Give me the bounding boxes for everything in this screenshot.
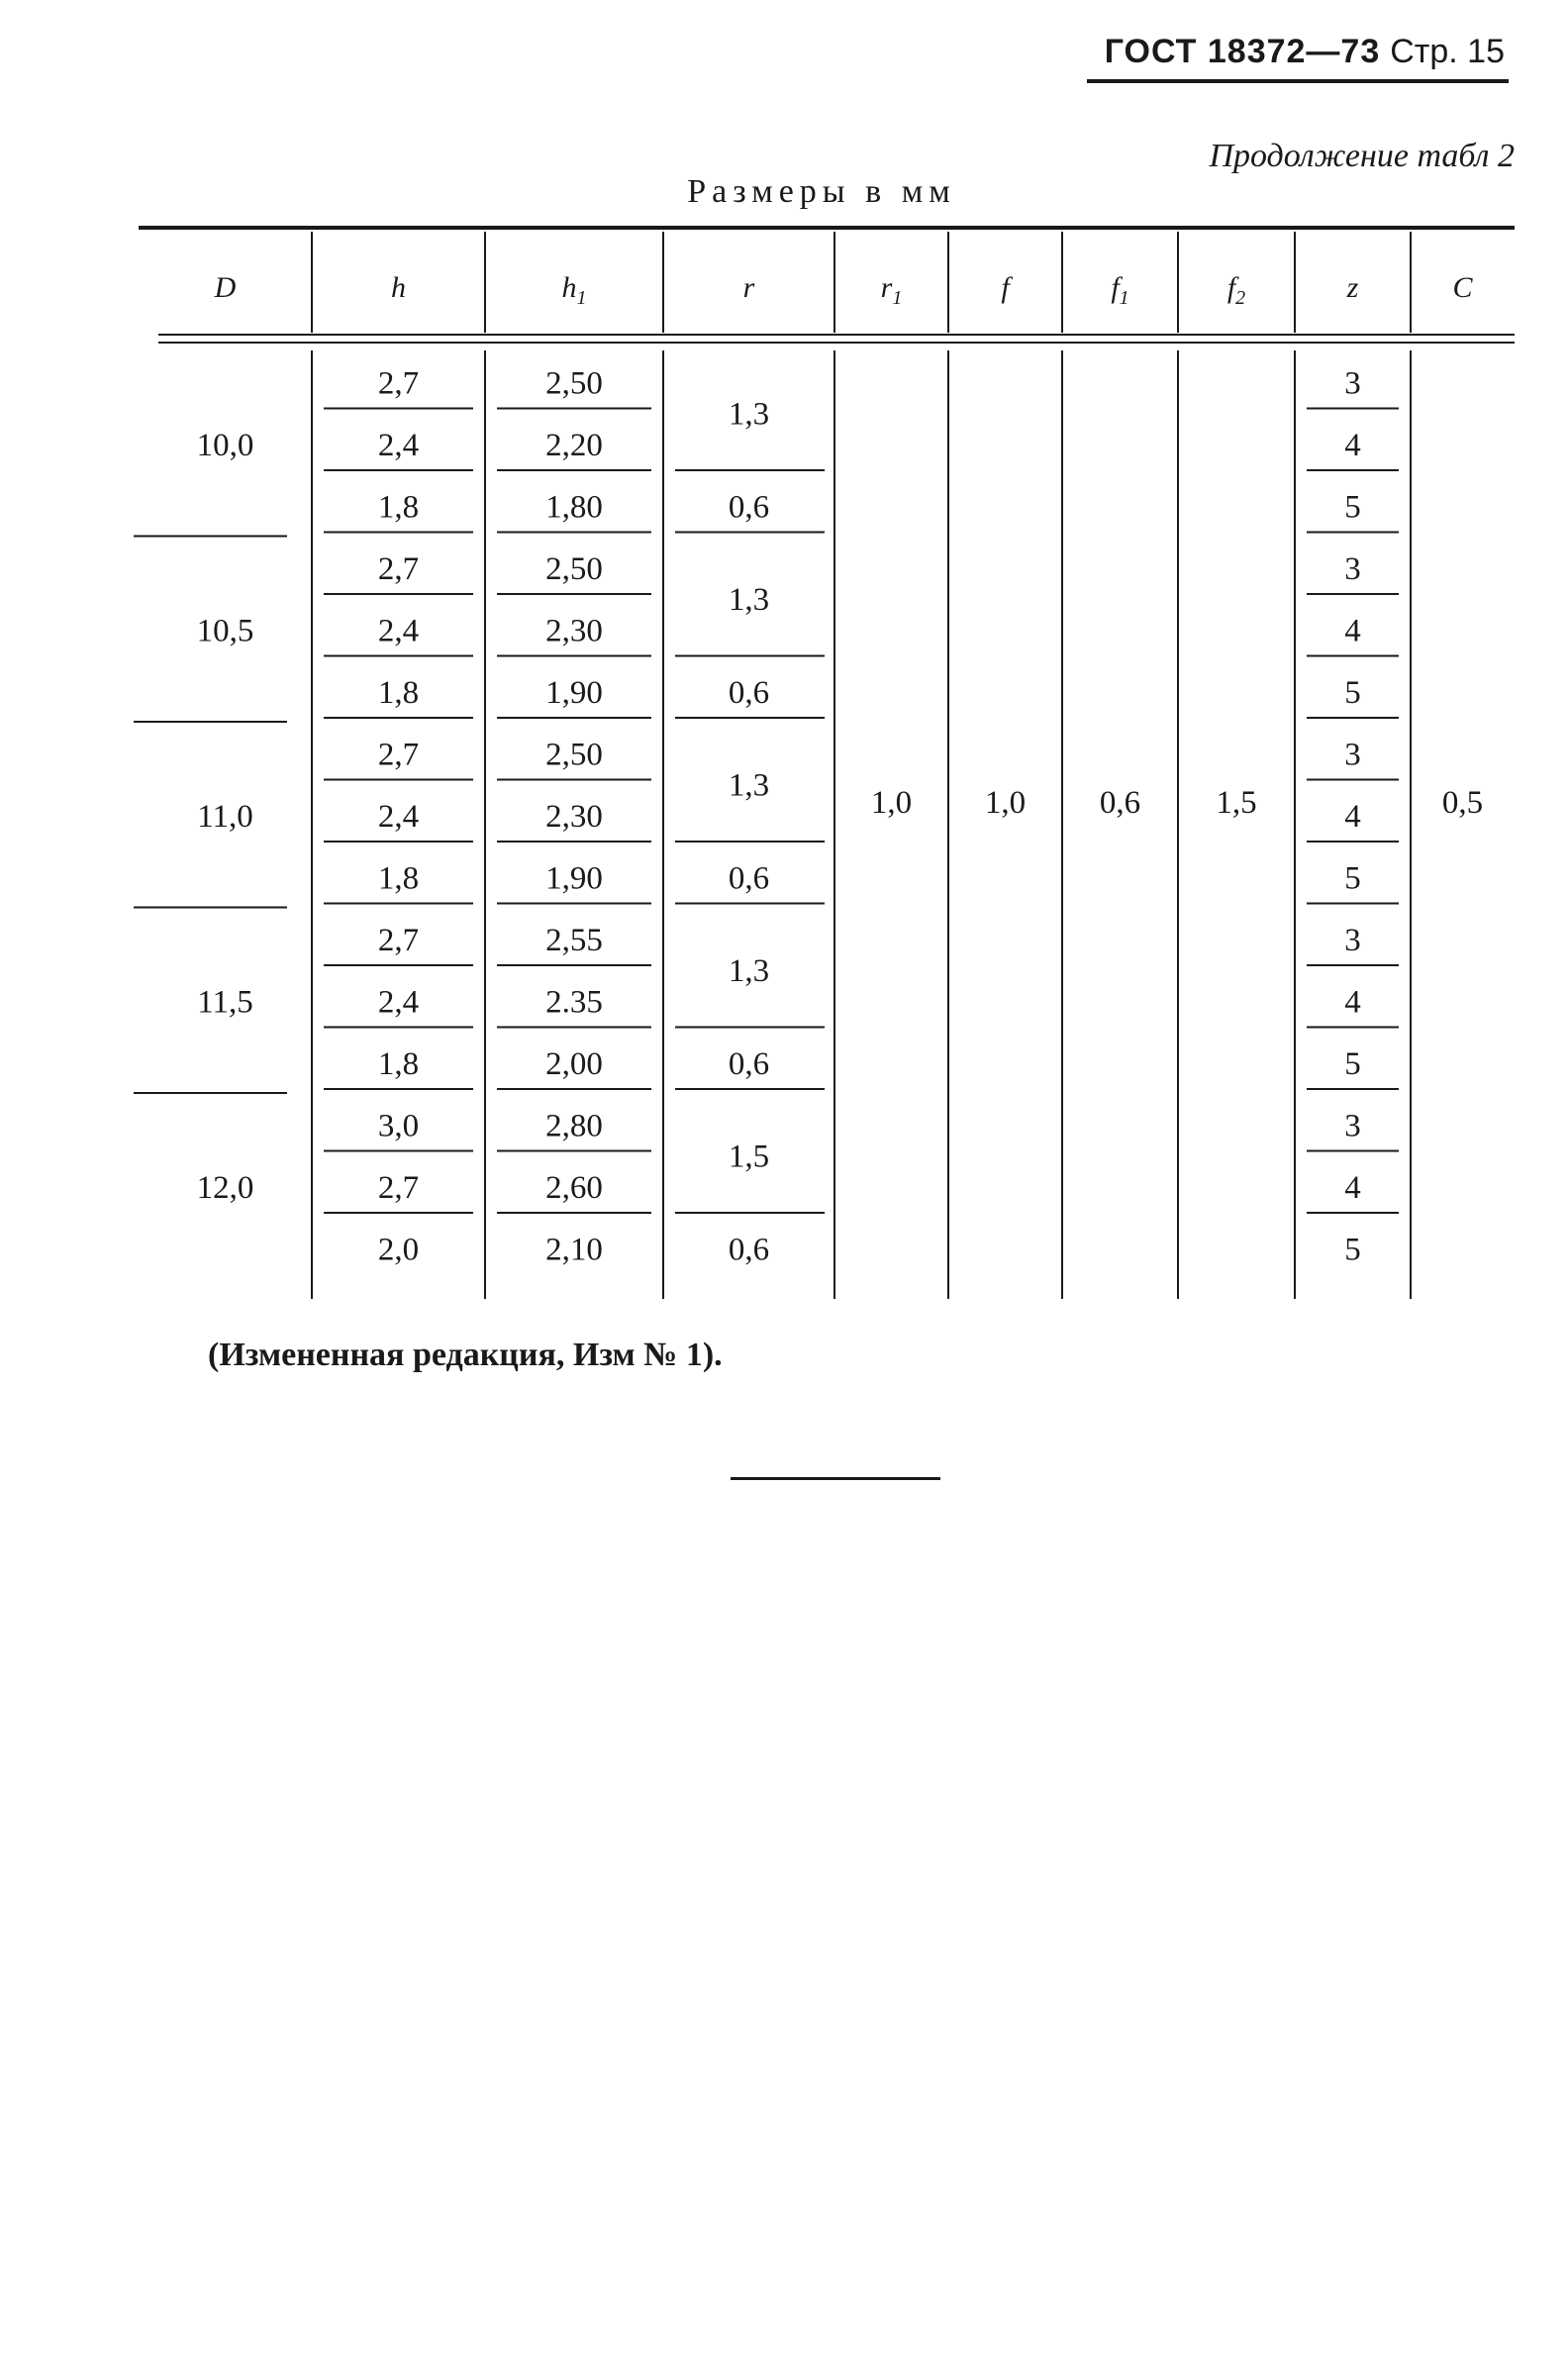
cell-d: 10,5 — [196, 613, 254, 649]
cell-h1: 2.35 — [545, 984, 603, 1021]
cell-z: 5 — [1344, 489, 1361, 526]
cell-z: 3 — [1344, 737, 1361, 773]
cell-d: 11,5 — [197, 984, 253, 1021]
cell-h: 1,8 — [377, 1045, 420, 1082]
cell-h: 2,4 — [377, 427, 420, 463]
cell-h: 2,7 — [377, 737, 420, 773]
cell-h1: 2,55 — [545, 922, 603, 958]
standard-number: ГОСТ 18372—73 — [1104, 33, 1381, 70]
cell-h1: 2,10 — [545, 1232, 603, 1268]
amendment-note: (Измененная редакция, Изм № 1). — [208, 1337, 723, 1373]
cell-h: 2,4 — [377, 798, 420, 835]
cell-c: 0,5 — [1441, 785, 1484, 821]
table-continuation-label: Продолжение табл 2 — [1209, 138, 1515, 174]
column-header-r: r — [742, 271, 755, 304]
column-header-z: z — [1346, 271, 1359, 304]
column-header-f: f — [1001, 271, 1010, 304]
cell-r: 0,6 — [728, 489, 770, 526]
cell-r: 1,3 — [728, 396, 770, 433]
cell-r: 1,3 — [728, 767, 770, 804]
cell-h: 2,7 — [377, 365, 420, 402]
cell-f1: 0,6 — [1099, 785, 1141, 821]
cell-z: 5 — [1344, 860, 1361, 897]
cell-z: 3 — [1344, 365, 1361, 402]
units-caption: Размеры в мм — [687, 173, 956, 210]
cell-z: 4 — [1344, 613, 1361, 649]
cell-h1: 1,90 — [545, 860, 603, 897]
cell-d: 12,0 — [196, 1169, 254, 1206]
cell-r: 1,3 — [728, 582, 770, 618]
cell-z: 4 — [1344, 427, 1361, 463]
column-header-f2: $f_2$ — [1226, 271, 1246, 309]
cell-h: 2,4 — [377, 984, 420, 1021]
column-header-h1: $h_1$ — [561, 271, 587, 309]
cell-h1: 2,50 — [545, 365, 603, 402]
cell-r: 0,6 — [728, 674, 770, 711]
cell-h: 2,7 — [377, 550, 420, 587]
end-rule — [731, 1477, 940, 1480]
cell-h: 1,8 — [377, 489, 420, 526]
cell-h1: 2,80 — [545, 1108, 603, 1144]
cell-z: 3 — [1344, 550, 1361, 587]
cell-d: 10,0 — [196, 427, 254, 463]
column-header-h: h — [391, 271, 406, 304]
cell-r1: 1,0 — [870, 785, 913, 821]
column-header-d: D — [214, 271, 237, 304]
cell-r: 0,6 — [728, 1232, 770, 1268]
cell-z: 4 — [1344, 1169, 1361, 1206]
cell-h: 3,0 — [377, 1108, 420, 1144]
cell-h: 2,4 — [377, 613, 420, 649]
cell-z: 5 — [1344, 1232, 1361, 1268]
cell-r: 1,3 — [728, 953, 770, 989]
cell-h1: 1,80 — [545, 489, 603, 526]
column-header-r1: $r_1$ — [880, 271, 903, 309]
cell-h: 2,0 — [377, 1232, 420, 1268]
cell-r: 0,6 — [728, 1045, 770, 1082]
cell-h: 1,8 — [377, 860, 420, 897]
cell-h: 1,8 — [377, 674, 420, 711]
cell-h1: 2,50 — [545, 550, 603, 587]
cell-h1: 2,30 — [545, 613, 603, 649]
cell-r: 1,5 — [728, 1139, 770, 1175]
cell-h1: 2,60 — [545, 1169, 603, 1206]
column-header-f1: $f_1$ — [1111, 271, 1129, 309]
cell-r: 0,6 — [728, 860, 770, 897]
cell-z: 5 — [1344, 1045, 1361, 1082]
cell-h1: 2,50 — [545, 737, 603, 773]
cell-z: 4 — [1344, 984, 1361, 1021]
cell-z: 4 — [1344, 798, 1361, 835]
cell-h1: 2,20 — [545, 427, 603, 463]
cell-f2: 1,5 — [1216, 785, 1257, 821]
cell-f: 1,0 — [984, 785, 1027, 821]
cell-h1: 2,30 — [545, 798, 603, 835]
cell-z: 3 — [1344, 922, 1361, 958]
cell-d: 11,0 — [197, 798, 253, 835]
cell-h1: 1,90 — [545, 674, 603, 711]
cell-z: 5 — [1344, 674, 1361, 711]
cell-z: 3 — [1344, 1108, 1361, 1144]
column-header-c: C — [1452, 271, 1473, 304]
cell-h: 2,7 — [377, 922, 420, 958]
page-number: Стр. 15 — [1390, 33, 1505, 70]
cell-h: 2,7 — [377, 1169, 420, 1206]
cell-h1: 2,00 — [545, 1045, 603, 1082]
